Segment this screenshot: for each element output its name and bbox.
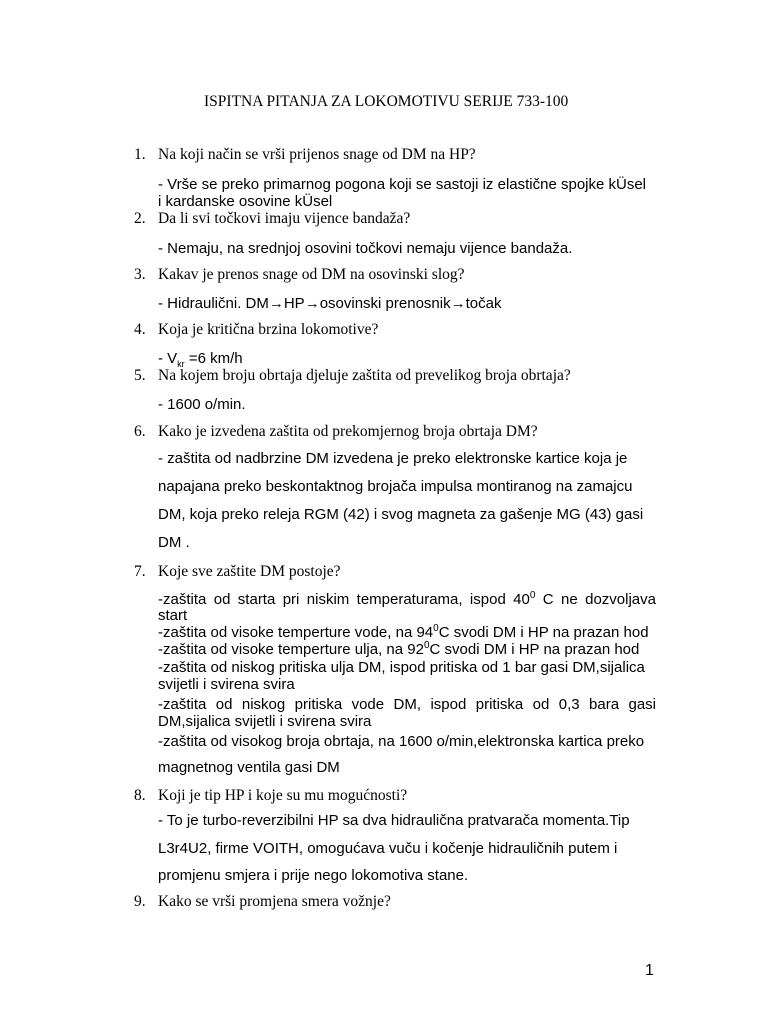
- answer-line: [158, 591, 656, 608]
- degree-superscript: 0: [529, 590, 536, 601]
- answer-text: C svodi DM i HP na prazan hod: [438, 624, 649, 641]
- degree-superscript: 0: [433, 623, 439, 634]
- question-text: Koja je kritična brzina lokomotive?: [158, 321, 379, 338]
- question-number: 2.: [134, 210, 146, 227]
- answer-line: -zaštita od niskog pritiska vode DM, ispod pritiska od 0,3 bara gasi: [158, 696, 656, 713]
- answer-line: DM, koja preko releja RGM (42) i svog magneta za gašenje MG (43) gasi: [158, 506, 644, 523]
- degree-superscript: 0: [423, 640, 430, 651]
- answer-subscript: kr: [177, 359, 185, 369]
- answer-line: - To je turbo-reverzibilni HP sa dva hidraulična pratvarača momenta.Tip: [158, 812, 630, 829]
- question-number: 5.: [134, 367, 146, 384]
- question-text: Da li svi točkovi imaju vijence bandaža?: [158, 210, 411, 227]
- answer-text: C ne dozvoljava: [535, 591, 656, 608]
- question-number: 1.: [134, 146, 146, 163]
- question-number: 7.: [134, 563, 146, 580]
- answer-line: [158, 624, 649, 641]
- answer-line: - Nemaju, na srednjoj osovini točkovi nemaju vijence bandaža.: [158, 240, 573, 257]
- question-number: 8.: [134, 787, 146, 804]
- answer-text: -zaštita od visoke temperture ulja, na 92: [158, 641, 424, 658]
- question-text: Kakav je prenos snage od DM na osovinski slog?: [158, 266, 465, 283]
- answer-line: - Hidraulični. DM→HP→osovinski prenosnik→točak: [158, 295, 502, 312]
- answer-line: svijetli i svirena svira: [158, 676, 295, 693]
- answer-line: [158, 350, 243, 367]
- answer-prefix: - V: [158, 350, 178, 367]
- answer-line: DM,sijalica svijetli i svirena svira: [158, 713, 372, 730]
- answer-line: promjenu smjera i prije nego lokomotiva stane.: [158, 867, 469, 884]
- question-number: 9.: [134, 893, 146, 910]
- answer-line: -zaštita od visokog broja obrtaja, na 1600 o/min,elektronska kartica preko: [158, 733, 645, 750]
- answer-text: C svodi DM i HP na prazan hod: [429, 641, 640, 658]
- answer-text: -zaštita od starta pri niskim temperaturama, ispod 40: [158, 591, 530, 608]
- question-text: Na koji način se vrši prijenos snage od DM na HP?: [158, 146, 476, 163]
- answer-line: DM .: [158, 534, 190, 551]
- answer-line: - 1600 o/min.: [158, 396, 246, 413]
- answer-line: magnetnog ventila gasi DM: [158, 759, 340, 776]
- page-number: 1: [645, 962, 654, 979]
- question-text: Koji je tip HP i koje su mu mogućnosti?: [158, 787, 408, 804]
- answer-line: start: [158, 607, 188, 624]
- answer-line: - zaštita od nadbrzine DM izvedena je preko elektronske kartice koja je: [158, 450, 628, 467]
- answer-suffix: =6 km/h: [184, 350, 243, 367]
- answer-line: napajana preko beskontaktnog brojača impulsa montiranog na zamajcu: [158, 478, 633, 495]
- question-number: 6.: [134, 423, 146, 440]
- question-text: Kako je izvedena zaštita od prekomjernog broja obrtaja DM?: [158, 423, 538, 440]
- answer-line: i kardanske osovine kÜsel: [158, 193, 333, 210]
- answer-line: L3r4U2, firme VOITH, omogućava vuču i kočenje hidrauličnih putem i: [158, 840, 618, 857]
- question-number: 4.: [134, 321, 146, 338]
- question-number: 3.: [134, 266, 146, 283]
- document-title: ISPITNA PITANJA ZA LOKOMOTIVU SERIJE 733-100: [204, 93, 569, 110]
- question-text: Kako se vrši promjena smera vožnje?: [158, 893, 391, 910]
- answer-text: -zaštita od visoke temperture vode, na 94: [158, 624, 434, 641]
- answer-line: - Vrše se preko primarnog pogona koji se sastoji iz elastične spojke kÜsel: [158, 176, 647, 193]
- question-text: Koje sve zaštite DM postoje?: [158, 563, 341, 580]
- answer-line: [158, 641, 639, 658]
- question-text: Na kojem broju obrtaja djeluje zaštita od prevelikog broja obrtaja?: [158, 367, 571, 384]
- answer-line: -zaštita od niskog pritiska ulja DM, ispod pritiska od 1 bar gasi DM,sijalica: [158, 659, 645, 676]
